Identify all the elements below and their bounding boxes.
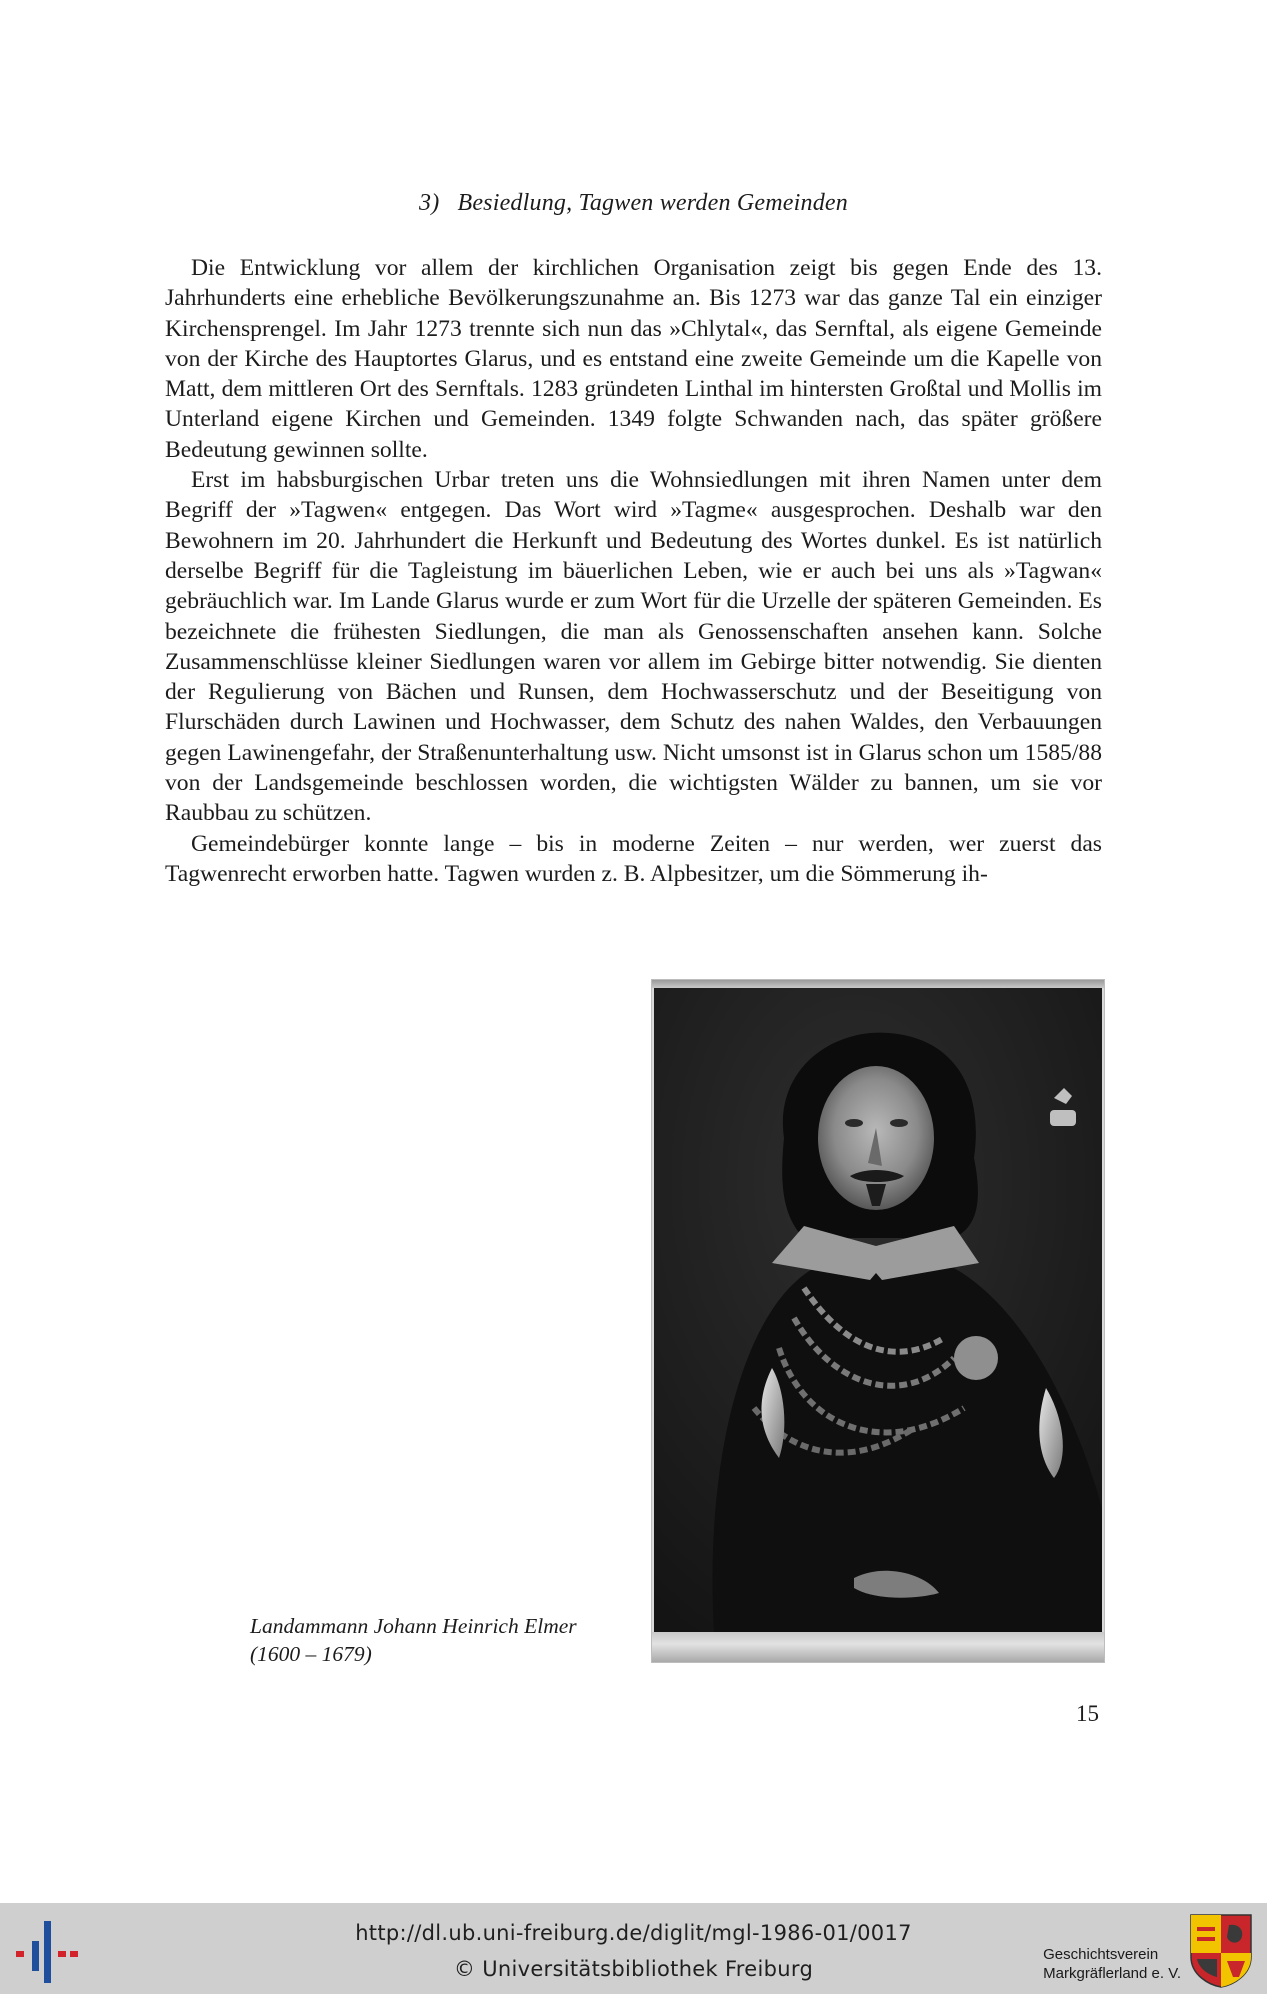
viewer-footer <box>0 1903 1267 1994</box>
section-heading <box>165 190 1102 217</box>
frame-top-edge <box>652 980 1104 988</box>
body-text <box>165 253 1102 889</box>
caption-dates: (1600 – 1679) <box>250 1642 372 1666</box>
page-number: 15 <box>1076 1701 1099 1726</box>
section-number: 3) <box>419 190 440 216</box>
section-title: Besiedlung, Tagwen werden Gemeinden <box>457 190 848 216</box>
document-url-link[interactable]: http://dl.ub.uni-freiburg.de/diglit/mgl-1986-01/0017 <box>355 1921 912 1945</box>
figure-caption <box>250 1612 577 1668</box>
society-name <box>1043 1945 1181 1983</box>
paragraph-3: Gemeindebürger konnte lange – bis in moderne Zeiten – nur werden, wer zuerst das Tagwenrecht erworben hatte. Tagwen wurden z. B. Alpbesitzer, um die Sömmerung ih- <box>165 830 1102 887</box>
portrait-image <box>654 988 1102 1632</box>
coat-of-arms-icon[interactable] <box>1189 1913 1253 1989</box>
paragraph-1: Die Entwicklung vor allem der kirchlichen Organisation zeigt bis gegen Ende des 13. Jahrhunderts eine erhebliche Bevölkerungszunahme an. Bis 1273 war das ganze Tal ein einziger Kirchensprengel. Im Jahr 1273 trennte sich nun das »Chlytal«, das Sernftal, als eigene Gemeinde von der Kirche des Hauptortes Glarus, und es entstand eine zweite Gemeinde um die Kapelle von Matt, dem mittleren Ort des Sernftals. 1283 gründeten Linthal im hintersten Großtal und Mollis im Unterland eigene Kirchen und Gemeinden. 1349 folgte Schwanden nach, das später größere Bedeutung gewinnen sollte. <box>165 255 1102 463</box>
caption-name: Landammann Johann Heinrich Elmer <box>250 1614 577 1638</box>
copyright-notice: © Universitätsbibliothek Freiburg <box>453 1957 814 1981</box>
society-name-line2: Markgräflerland e. V. <box>1043 1965 1181 1982</box>
paragraph-2: Erst im habsburgischen Urbar treten uns die Wohnsiedlungen mit ihren Namen unter dem Begriff der »Tagwen« entgegen. Das Wort wird »Tagme« ausgesprochen. Deshalb war den Bewohnern im 20. Jahrhundert die Herkunft und Bedeutung des Wortes dunkel. Es ist natürlich derselbe Begriff für die Tagleistung im bäuerlichen Leben, wie er auch bei uns als »Tagwan« gebräuchlich war. Im Lande Glarus wurde er zum Wort für die Urzelle der späteren Gemeinden. Es bezeichnete die frühesten Siedlungen, die man als Genossenschaften ansehen kann. Solche Zusammenschlüsse kleiner Siedlungen waren vor allem im Gebirge bitter notwendig. Sie dienten der Regulierung von Bächen und Runsen, dem Hochwasserschutz und der Beseitigung von Flurschäden durch Lawinen und Hochwasser, dem Schutz des nahen Waldes, den Verbauungen gegen Lawinengefahr, der Straßenunterhaltung usw. Nicht umsonst ist in Glarus schon um 1585/88 von der Landsgemeinde beschlossen worden, die wichtigsten Wälder zu bannen, um sie vor Raubbau zu schützen. <box>165 467 1102 827</box>
society-name-line1: Geschichtsverein <box>1043 1946 1159 1963</box>
portrait-figure <box>652 980 1104 1662</box>
frame-bottom-edge <box>652 1632 1104 1662</box>
